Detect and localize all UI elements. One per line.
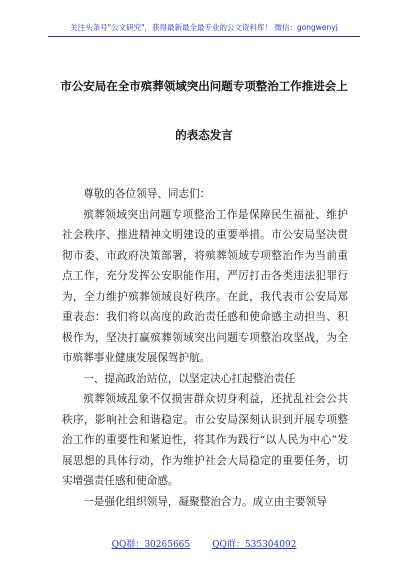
paragraph: 殡葬领域乱象不仅损害群众切身利益，还扰乱社会公共秩序，影响社会和谐稳定。市公安局深刻认识到开展专项整治工作的重要性和紧迫性，将其作为践行“以人民为中心”发展思想的具体行动，作为维护社会大局稳定的重要任务，切实增强责任感和使命感。 — [62, 393, 348, 487]
footer-qq-group-2: QQ群：535304092 — [212, 540, 297, 550]
section-heading: 一、提高政治站位，以坚定决心扛起整治责任 — [83, 372, 296, 385]
document-body — [62, 184, 348, 512]
footer — [0, 537, 408, 550]
paragraph: 殡葬领域突出问题专项整治工作是保障民生福祉、维护社会秩序、推进精神文明建设的重要举措。市公安局坚决贯彻市委、市政府决策部署，将殡葬领域专项整治作为当前重点工作，充分发挥公安职能作用，严厉打击各类违法犯罪行为，全力维护殡葬领域良好秩序。在此，我代表市公安局郑重表态：我们将以高度的政治责任感和使命感主动担当、积极作为，坚决打赢殡葬领域突出问题专项整治攻坚战，为全市殡葬事业健康发展保驾护航。 — [62, 208, 348, 364]
document-title-line-1: 市公安局在全市殡葬领域突出问题专项整治工作推进会上 — [60, 79, 348, 93]
salutation: 尊敬的各位领导、同志们： — [83, 188, 211, 200]
header-note: 关注头条号"公文研究"，获得最新最全最专业的公文资料库！ 微信：gongwenyj — [70, 23, 338, 32]
document-title-line-2: 的表态发言 — [175, 128, 233, 142]
footer-qq-group-1: QQ群：30265665 — [111, 540, 191, 550]
paragraph: 一是强化组织领导，凝聚整治合力。成立由主要领导 — [83, 495, 327, 508]
header-divider — [48, 36, 360, 37]
